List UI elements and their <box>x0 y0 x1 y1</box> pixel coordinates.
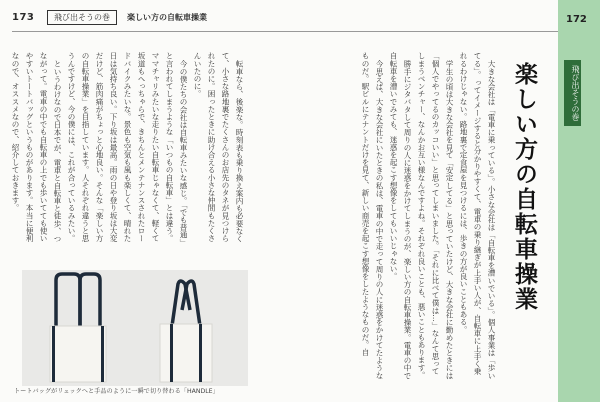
paragraph: 今の僕たちの会社は自転車みたいな感じ。「でも普通」と言われてしまうような「いつもの自転車」とは違う。ママチャリみたいな走りたい自転車じゃなくて、軽くて坂道もへっちゃらで、きちんとメンテナンスされたロードバイクみたいな。景色も空気も風も楽しくて、晴れた日は気持ち良い。下り坂は最高。雨の日や登り坂は大変だけど、筋肉痛がちょっと心地良い。そんな「楽しい方の自転車操業」を目指しています。人それぞれ違うと思うんですけど、今の僕には、これが合っているみたい。 <box>67 52 188 246</box>
article-title: 楽しい方の自転車操業 <box>511 62 537 312</box>
paragraph: 学生の頃は大きな会社を見て「安定してる」と思っていたけど、大きな会社に勤めたときには「個人でやってるのカッコいい」と思ってしまいました。「それに比べて僕は…」なんて思ってしまうベンチャー、なんかお互い様なんですよね。それぞれ良いことも、悪いこともあります。 <box>417 52 454 379</box>
page-number-right: 172 <box>566 14 587 25</box>
paragraph: 今思えば、大きな会社にいたときの私は、電車の中で走って周りの人に迷惑をかけてたようなものだ。駅ビルにテナントだけを見て、新しい商売を起こす想像をしたようなものだ。自 <box>361 52 384 379</box>
body-text-right <box>302 52 498 382</box>
running-title: 楽しい方の自転車操業 <box>127 13 207 22</box>
paragraph: というわけなので日本でが、電車と自転車と徒歩、つながって。電車の中でも自転車の上でも歩いてても使いやすいトートバッグというものがあります。本当に便利なので、オススメなので、紹介しておきます。 <box>11 52 62 242</box>
body-text-left <box>12 52 246 248</box>
page-number-left: 173 <box>12 12 35 23</box>
paragraph: 転車なら、後楽な。時刻表も乗り換え案内も必要なくて、小さな路地裏でたくさんのお店先のタネが見つけられたのに。困ったときに助け合える小さな仲間もたくさんいたのに。 <box>193 52 244 242</box>
paragraph: 大きな会社は「電車に乗っている」。小さな会社は「自転車を漕いでいる」。個人事業は「歩いてる」。ってイメージすると分かりやすくて、電車の乗り継ぎが上手い人が、自転車に上手く乗れるわけじゃない。路地裏で定食屋を見つけるには、歩きの方が良いこともある。 <box>459 52 496 379</box>
photo-caption: トートバッグがリュックへと手品のように一瞬で切り替わる「HANDLE」 <box>14 388 219 395</box>
sidebar-chapter-tag: 飛び出そうの巻 <box>564 60 581 126</box>
paragraph: 勝手にジタバタして周りの人に迷惑をかけてしまうのが、楽しい方の自転車操業。電車の中で自転車を漕いでみても、迷惑を起こす想像をしてもいいじゃない。 <box>389 52 412 379</box>
header-rule <box>12 31 558 32</box>
chapter-tag: 飛び出そうの巻 <box>47 10 117 25</box>
page-header <box>0 0 600 36</box>
tote-bag-photo <box>22 270 248 386</box>
